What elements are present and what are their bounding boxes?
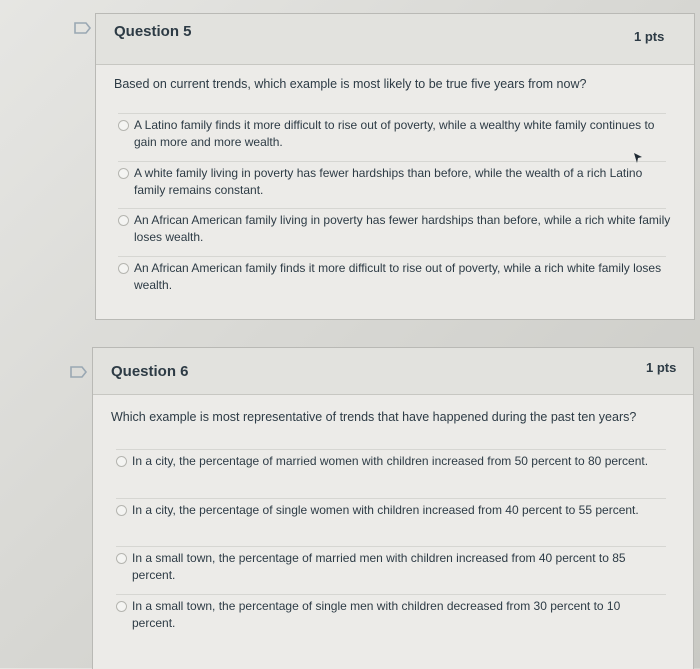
question-6-answer-2[interactable] [116,498,666,545]
answer-label: In a city, the percentage of single women with children increased from 40 percent to 55 percent. [132,503,639,517]
question-5-points: 1 pts [634,29,665,44]
radio-button[interactable] [118,120,129,131]
radio-button[interactable] [116,456,127,467]
radio-button[interactable] [116,553,127,564]
answer-label: A white family living in poverty has fewer hardships than before, while the wealth of a rich Latino family remains constant. [134,166,643,197]
question-6-points: 1 pts [646,360,677,375]
mouse-pointer-icon [633,151,643,163]
answer-label: In a small town, the percentage of single men with children decreased from 30 percent to 10 percent. [132,599,621,630]
answer-label: In a city, the percentage of married women with children increased from 50 percent to 80 percent. [132,454,649,468]
radio-button[interactable] [116,505,127,516]
answer-label: In a small town, the percentage of married men with children increased from 40 percent to 85 percent. [132,551,626,582]
question-5-prompt: Based on current trends, which example is most likely to be true five years from now? [114,77,587,91]
question-6-prompt: Which example is most representative of trends that have happened during the past ten years? [111,410,637,424]
question-5-answer-4[interactable] [118,256,666,303]
question-5-card [95,13,695,320]
answer-label: An African American family living in poverty has fewer hardships than before, while a rich white family loses wealth. [134,213,671,244]
question-5-answer-2[interactable] [118,161,666,208]
question-5-answer-3[interactable] [118,208,671,255]
question-6-card [92,347,694,669]
answer-label: A Latino family finds it more difficult to rise out of poverty, while a wealthy white family continues to gain more and more wealth. [134,118,655,149]
question-6-header [93,348,693,395]
question-5-header [96,14,694,65]
question-5-title: Question 5 [114,23,192,40]
question-6-answer-4[interactable] [116,594,666,641]
question-6-answer-3[interactable] [116,546,666,593]
question-6-answer-1[interactable] [116,449,666,496]
answer-label: An African American family finds it more difficult to rise out of poverty, while a rich white family loses wealth. [134,261,662,292]
flag-question-5-icon[interactable] [74,22,92,34]
radio-button[interactable] [118,215,129,226]
radio-button[interactable] [118,168,129,179]
question-6-title: Question 6 [111,363,189,380]
question-5-answer-1[interactable] [118,113,666,160]
radio-button[interactable] [116,601,127,612]
radio-button[interactable] [118,263,129,274]
flag-question-6-icon[interactable] [70,366,88,378]
